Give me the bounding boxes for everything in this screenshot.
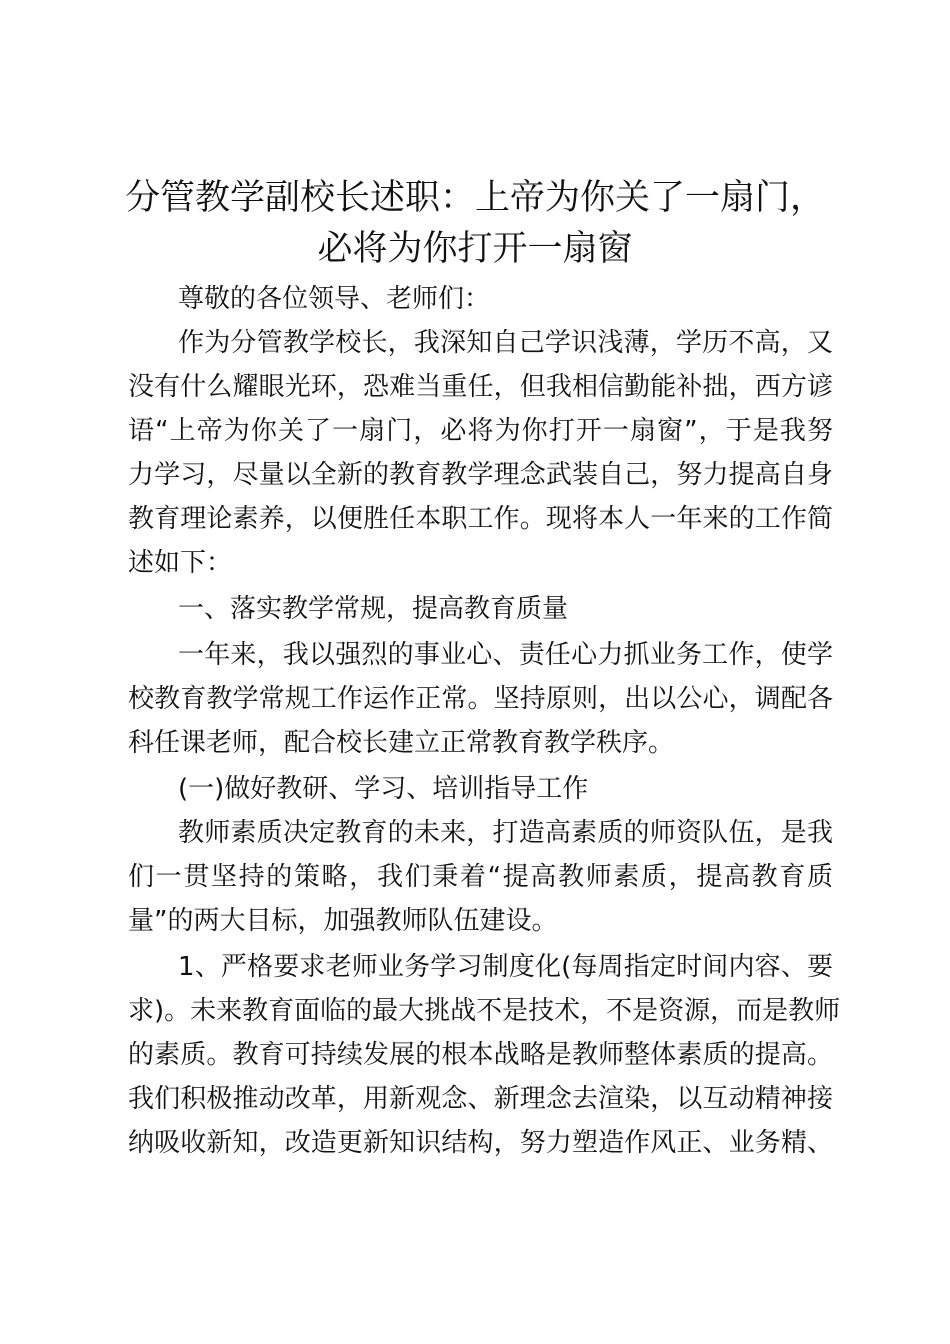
paragraph-line: 1、严格要求老师业务学习制度化(每周指定时间内容、要 bbox=[178, 952, 833, 982]
paragraph-line: 科任课老师，配合校长建立正常教育教学秩序。 bbox=[128, 728, 675, 758]
document-title-line-1: 分管教学副校长述职：上帝为你关了一扇门， bbox=[124, 178, 825, 218]
paragraph-line: 没有什么耀眼光环，恐难当重任，但我相信勤能补拙，西方谚 bbox=[128, 372, 833, 402]
paragraph-line: 求)。未来教育面临的最大挑战不是技术，不是资源，而是教师 bbox=[128, 996, 841, 1026]
paragraph-line: 述如下： bbox=[128, 548, 233, 578]
paragraph-line: 力学习，尽量以全新的教育教学理念武装自己，努力提高自身 bbox=[128, 460, 833, 490]
paragraph-line: 的素质。教育可持续发展的根本战略是教师整体素质的提高。 bbox=[128, 1040, 833, 1070]
salutation: 尊敬的各位领导、老师们： bbox=[178, 284, 491, 314]
paragraph-line: 校教育教学常规工作运作正常。坚持原则，出以公心，调配各 bbox=[128, 684, 833, 714]
section-heading: 一、落实教学常规，提高教育质量 bbox=[178, 594, 569, 624]
subsection-heading: (一)做好教研、学习、培训指导工作 bbox=[178, 774, 589, 804]
paragraph-line: 教师素质决定教育的未来，打造高素质的师资队伍，是我 bbox=[178, 818, 833, 848]
paragraph-line: 语“上帝为你关了一扇门，必将为你打开一扇窗”，于是我努 bbox=[128, 416, 833, 446]
paragraph-line: 们一贯坚持的策略，我们秉着“提高教师素质，提高教育质 bbox=[128, 862, 833, 892]
paragraph-line: 作为分管教学校长，我深知自己学识浅薄，学历不高，又 bbox=[178, 328, 833, 358]
paragraph-line: 纳吸收新知，改造更新知识结构，努力塑造作风正、业务精、 bbox=[128, 1128, 833, 1158]
paragraph-line: 我们积极推动改革，用新观念、新理念去渲染，以互动精神接 bbox=[128, 1084, 833, 1114]
paragraph-line: 教育理论素养，以便胜任本职工作。现将本人一年来的工作简 bbox=[128, 504, 833, 534]
document-title-line-2: 必将为你打开一扇窗 bbox=[317, 229, 633, 269]
paragraph-line: 量”的两大目标，加强教师队伍建设。 bbox=[128, 906, 558, 936]
paragraph-line: 一年来，我以强烈的事业心、责任心力抓业务工作，使学 bbox=[178, 640, 833, 670]
